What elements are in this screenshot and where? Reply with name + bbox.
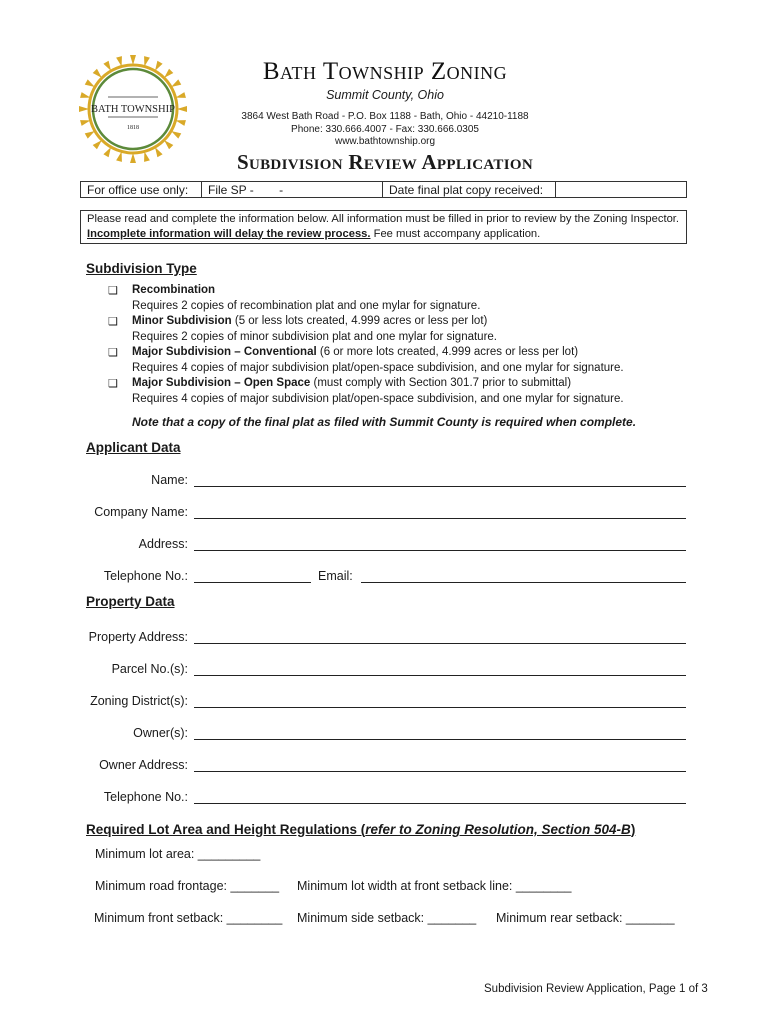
header-title: Bath Township Zoning: [262, 58, 508, 85]
option-name: Recombination: [132, 284, 216, 296]
option-detail: (must comply with Section 301.7 prior to submittal): [310, 377, 572, 389]
address-field[interactable]: [194, 550, 686, 551]
parcel-field[interactable]: [194, 675, 686, 676]
owner-address-label: Owner Address:: [99, 758, 188, 772]
email-field[interactable]: [361, 582, 686, 583]
regulations-heading: [86, 822, 635, 837]
owners-field[interactable]: [194, 739, 686, 740]
instructions-fee: Fee must accompany application.: [370, 227, 541, 240]
zoning-district-label: Zoning District(s):: [90, 694, 188, 708]
property-address-field[interactable]: [194, 643, 686, 644]
option-detail: (5 or less lots created, 4.999 acres or less per lot): [231, 315, 488, 327]
instructions-box: [80, 210, 687, 244]
address-label: Address:: [138, 537, 188, 551]
option-name: Minor Subdivision: [132, 315, 232, 327]
header-website[interactable]: www.bathtownship.org: [334, 136, 436, 147]
office-use-table: [80, 181, 687, 198]
option-name: Major Subdivision – Conventional: [132, 346, 317, 358]
email-label: Email:: [318, 569, 353, 583]
file-sp-label: File SP -: [208, 182, 254, 197]
instructions-line2: [87, 227, 680, 242]
min-lot-width[interactable]: Minimum lot width at front setback line: ________: [297, 879, 572, 893]
bath-township-logo: [78, 54, 188, 164]
date-received-label: Date final plat copy received:: [383, 182, 556, 198]
file-sp-cell[interactable]: [202, 182, 383, 198]
header-subtitle: Summit County, Ohio: [326, 88, 444, 102]
option-name: Major Subdivision – Open Space: [132, 377, 311, 389]
checkbox-major-open-space[interactable]: ❑: [108, 378, 118, 390]
applicant-data-heading: Applicant Data: [86, 440, 181, 455]
office-use-label: For office use only:: [81, 182, 202, 198]
file-sp-dash: -: [279, 182, 284, 197]
option-major-conventional: [132, 345, 692, 376]
name-field[interactable]: [194, 486, 686, 487]
regulations-reference: refer to Zoning Resolution, Section 504-B: [365, 822, 631, 837]
option-requirement: Requires 2 copies of minor subdivision plat and one mylar for signature.: [132, 330, 497, 343]
company-label: Company Name:: [94, 505, 188, 519]
option-requirement: Requires 4 copies of major subdivision plat/open-space subdivision, and one mylar for signature.: [132, 361, 624, 374]
checkbox-major-conventional[interactable]: ❑: [108, 347, 118, 359]
page-footer: Subdivision Review Application, Page 1 of 3: [484, 983, 708, 995]
owner-telephone-label: Telephone No.:: [103, 790, 188, 804]
name-label: Name:: [151, 473, 188, 487]
min-lot-area[interactable]: Minimum lot area: _________: [95, 847, 261, 861]
owners-label: Owner(s):: [133, 726, 188, 740]
property-data-heading: Property Data: [86, 594, 175, 609]
min-side-setback[interactable]: Minimum side setback: _______: [297, 911, 477, 925]
header-address: 3864 West Bath Road - P.O. Box 1188 - Bath, Ohio - 44210-1188: [241, 111, 529, 122]
checkbox-minor-subdivision[interactable]: ❑: [108, 316, 118, 328]
option-recombination: [132, 283, 692, 314]
telephone-field[interactable]: [194, 582, 311, 583]
zoning-district-field[interactable]: [194, 707, 686, 708]
parcel-label: Parcel No.(s):: [111, 662, 188, 676]
option-major-open-space: [132, 376, 692, 407]
owner-telephone-field[interactable]: [194, 803, 686, 804]
header-phone: Phone: 330.666.4007 - Fax: 330.666.0305: [291, 123, 479, 135]
option-requirement: Requires 2 copies of recombination plat and one mylar for signature.: [132, 299, 481, 312]
regulations-heading-close: ): [630, 822, 636, 837]
instructions-line1: Please read and complete the information below. All information must be filled in prior to review by the Zoning Inspector.: [87, 213, 680, 225]
header-contact: [200, 111, 570, 149]
telephone-label: Telephone No.:: [103, 569, 188, 583]
checkbox-recombination[interactable]: ❑: [108, 285, 118, 297]
regulations-heading-text: Required Lot Area and Height Regulations (: [86, 822, 366, 837]
option-requirement: Requires 4 copies of major subdivision plat/open-space subdivision, and one mylar for signature.: [132, 392, 624, 405]
date-received-field[interactable]: [556, 182, 687, 198]
application-title: Subdivision Review Application: [237, 150, 533, 174]
owner-address-field[interactable]: [194, 771, 686, 772]
min-front-setback[interactable]: Minimum front setback: ________: [94, 911, 283, 925]
option-minor-subdivision: [132, 314, 692, 345]
option-detail: (6 or more lots created, 4.999 acres or less per lot): [316, 346, 579, 358]
instructions-warning: Incomplete information will delay the review process.: [87, 227, 371, 240]
logo-year: 1818: [127, 125, 139, 131]
company-field[interactable]: [194, 518, 686, 519]
property-address-label: Property Address:: [88, 630, 188, 644]
logo-text: BATH TOWNSHIP: [91, 104, 175, 115]
subdivision-type-heading: Subdivision Type: [86, 261, 197, 276]
min-rear-setback[interactable]: Minimum rear setback: _______: [496, 911, 675, 925]
final-plat-note: Note that a copy of the final plat as filed with Summit County is required when complete.: [132, 415, 637, 429]
min-road-frontage[interactable]: Minimum road frontage: _______: [95, 879, 280, 893]
